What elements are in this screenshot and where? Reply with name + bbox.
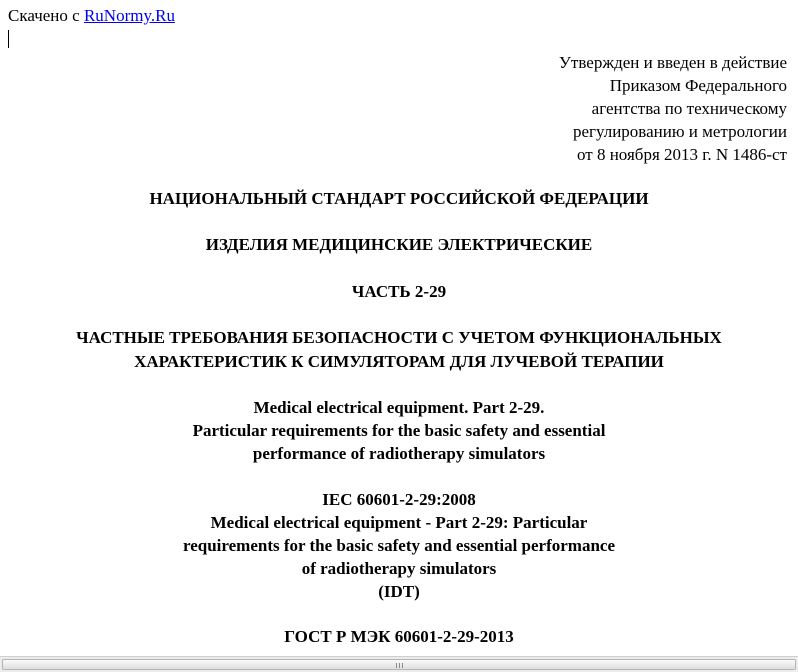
grip-icon bbox=[395, 663, 405, 668]
part-heading: ЧАСТЬ 2-29 bbox=[351, 282, 447, 301]
approval-line: от 8 ноября 2013 г. N 1486-ст bbox=[577, 145, 787, 164]
approval-line: агентства по техническому bbox=[591, 99, 787, 118]
iec-line: IEC 60601-2-29:2008 bbox=[322, 490, 476, 509]
russian-title-line: ЧАСТНЫЕ ТРЕБОВАНИЯ БЕЗОПАСНОСТИ С УЧЕТОМ ФУНКЦИОНАЛЬНЫХ bbox=[76, 328, 722, 347]
iec-line: Medical electrical equipment - Part 2-29: Particular bbox=[210, 513, 588, 532]
source-prefix: Скачено с bbox=[8, 6, 80, 25]
iec-line: (IDT) bbox=[378, 582, 420, 601]
standard-type-heading: НАЦИОНАЛЬНЫЙ СТАНДАРТ РОССИЙСКОЙ ФЕДЕРАЦИИ bbox=[149, 189, 649, 208]
iec-line: of radiotherapy simulators bbox=[301, 559, 497, 578]
scrollbar-thumb[interactable] bbox=[2, 659, 796, 670]
horizontal-scrollbar[interactable] bbox=[0, 656, 798, 672]
russian-title-line: ХАРАКТЕРИСТИК К СИМУЛЯТОРАМ ДЛЯ ЛУЧЕВОЙ ТЕРАПИИ bbox=[134, 352, 664, 371]
approval-line: Утвержден и введен в действие bbox=[558, 53, 787, 72]
product-heading: ИЗДЕЛИЯ МЕДИЦИНСКИЕ ЭЛЕКТРИЧЕСКИЕ bbox=[205, 235, 593, 254]
runormy-link[interactable]: RuNormy.Ru bbox=[83, 6, 175, 25]
english-title-line: Particular requirements for the basic safety and essential bbox=[192, 421, 606, 440]
english-title bbox=[0, 396, 798, 465]
text-cursor bbox=[8, 30, 9, 48]
source-line bbox=[8, 6, 175, 26]
iec-line: requirements for the basic safety and essential performance bbox=[182, 536, 616, 555]
gost-designation: ГОСТ Р МЭК 60601-2-29-2013 bbox=[284, 627, 514, 646]
iec-reference bbox=[0, 488, 798, 603]
english-title-line: performance of radiotherapy simulators bbox=[252, 444, 546, 463]
approval-line: Приказом Федерального bbox=[609, 76, 787, 95]
english-title-line: Medical electrical equipment. Part 2-29. bbox=[253, 398, 545, 417]
approval-line: регулированию и метрологии bbox=[572, 122, 787, 141]
russian-title bbox=[0, 326, 798, 374]
approval-block bbox=[427, 51, 787, 166]
